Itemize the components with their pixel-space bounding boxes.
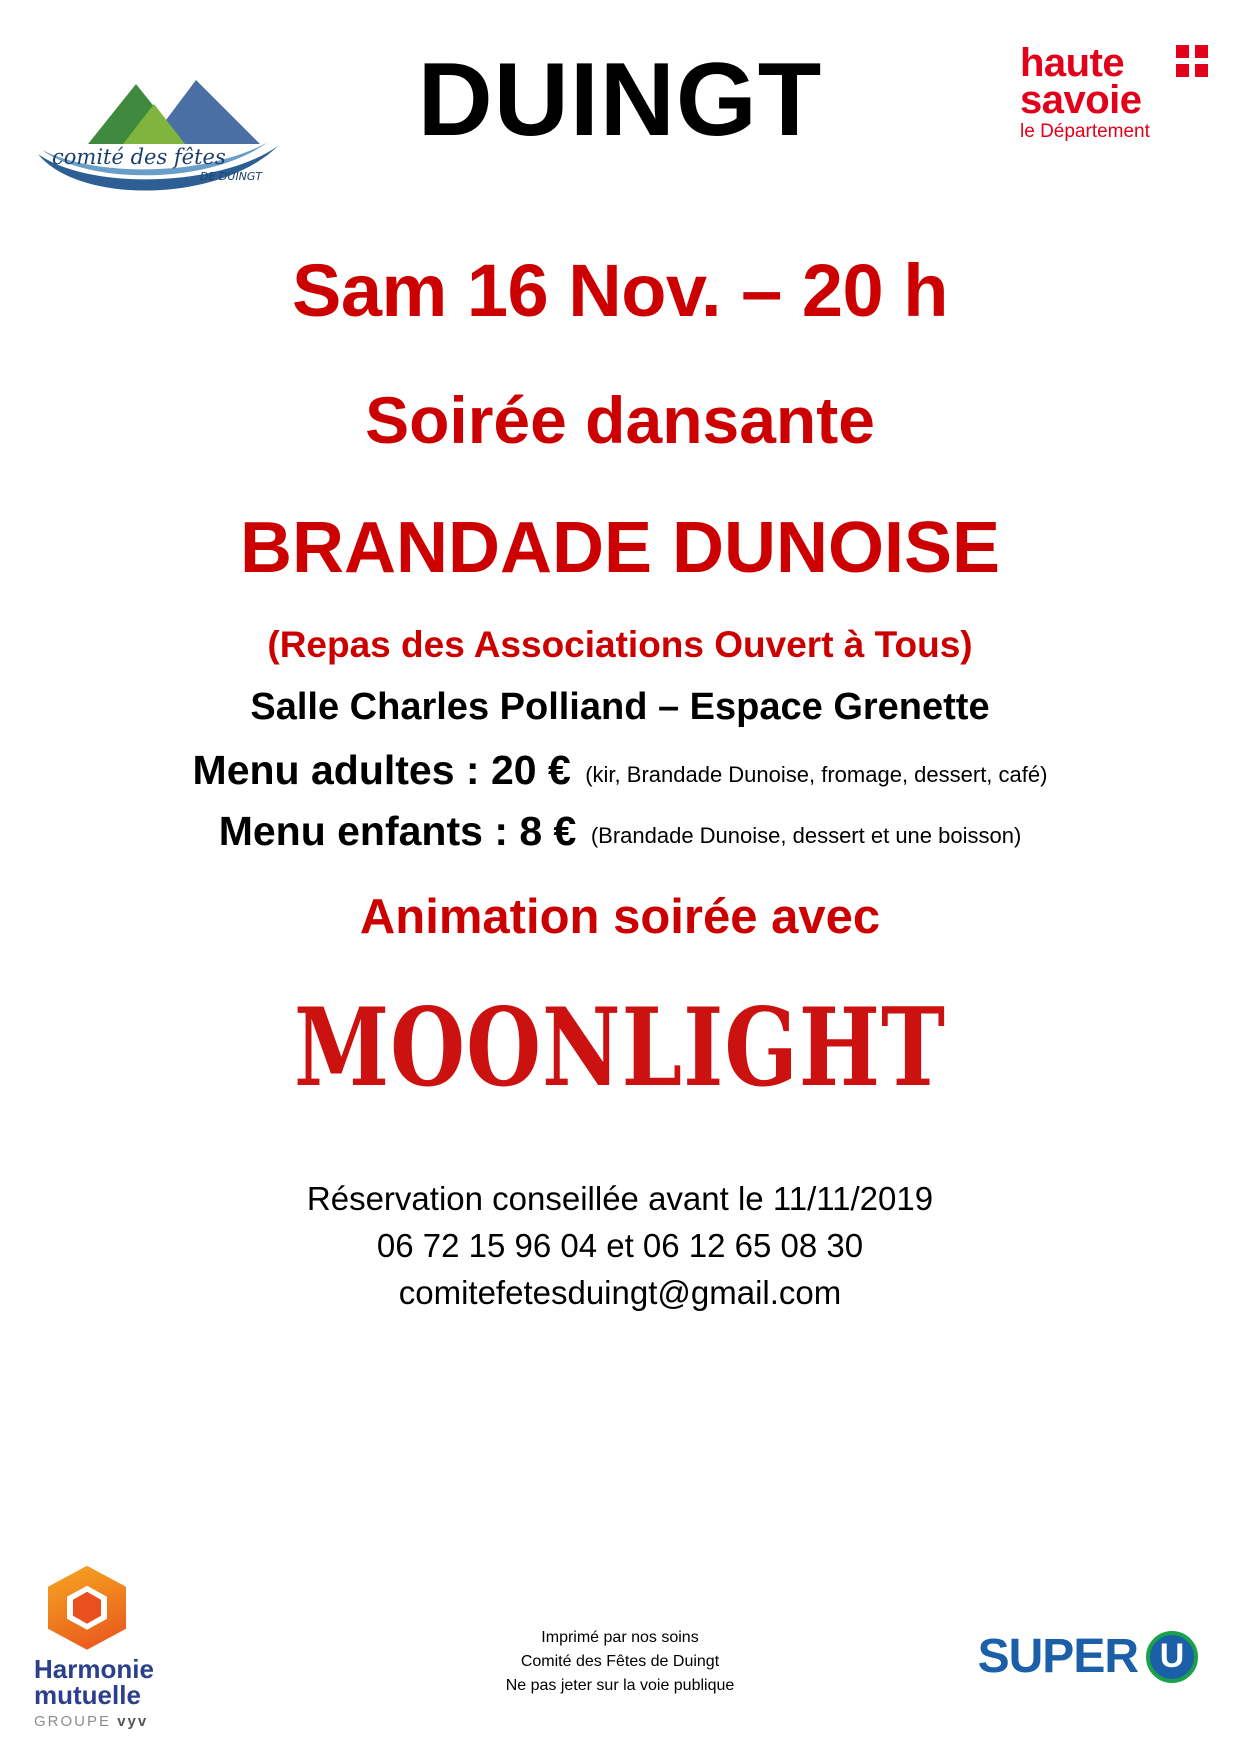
reservation-deadline: Réservation conseillée avant le 11/11/2019 — [306, 1180, 934, 1218]
harmonie-group-prefix: GROUPE — [34, 1713, 112, 1730]
haute-savoie-logo — [1020, 41, 1210, 143]
haute-savoie-line1: haute — [1020, 41, 1125, 85]
reservation-block — [20, 1176, 1220, 1317]
animation-line: Animation soirée avec — [359, 890, 881, 945]
poster-header — [0, 0, 1240, 200]
harmonie-group-name: vyv — [117, 1713, 149, 1730]
page-title: DUINGT — [417, 42, 823, 158]
menu-children-label: Menu enfants : 8 € — [218, 808, 577, 855]
comite-des-fetes-logo-text: comité des fêtes — [52, 145, 226, 169]
reservation-email: comitefetesduingt@gmail.com — [398, 1273, 842, 1311]
super-u-word: SUPER — [977, 1630, 1138, 1683]
print-note-line3: Ne pas jeter sur la voie publique — [505, 1677, 735, 1694]
menu-row — [20, 747, 1220, 794]
super-u-logo — [978, 1629, 1198, 1684]
event-date: Sam 16 Nov. – 20 h — [292, 249, 948, 332]
harmonie-group — [34, 1713, 214, 1730]
event-dish: BRANDADE DUNOISE — [239, 507, 1001, 588]
super-u-badge: U — [1146, 1631, 1198, 1683]
harmonie-line1: Harmonie — [34, 1653, 154, 1684]
menu-adults-label: Menu adultes : 20 € — [192, 747, 571, 794]
reservation-phones: 06 72 15 96 04 et 06 12 65 08 30 — [376, 1226, 864, 1264]
event-type: Soirée dansante — [365, 382, 875, 457]
menu-children-details: (Brandade Dunoise, dessert et une boisson) — [590, 823, 1022, 849]
haute-savoie-line2: savoie — [1020, 77, 1142, 122]
band-name: MOONLIGHT — [293, 985, 947, 1112]
poster-main — [0, 249, 1240, 1317]
event-venue: Salle Charles Polliand – Espace Grenette — [250, 686, 990, 729]
haute-savoie-dots-icon — [1176, 45, 1210, 79]
print-note-line1: Imprimé par nos soins — [541, 1629, 699, 1646]
print-note-line2: Comité des Fêtes de Duingt — [520, 1653, 720, 1670]
comite-des-fetes-logo-subtext: DE DUINGT — [200, 170, 263, 183]
harmonie-line2: mutuelle — [34, 1679, 141, 1710]
haute-savoie-subtitle: le Département — [1020, 120, 1150, 142]
menu-row — [20, 808, 1220, 855]
event-note: (Repas des Associations Ouvert à Tous) — [267, 623, 973, 665]
poster-footer — [0, 1566, 1240, 1736]
menu-adults-details: (kir, Brandade Dunoise, fromage, dessert, café) — [585, 762, 1048, 788]
